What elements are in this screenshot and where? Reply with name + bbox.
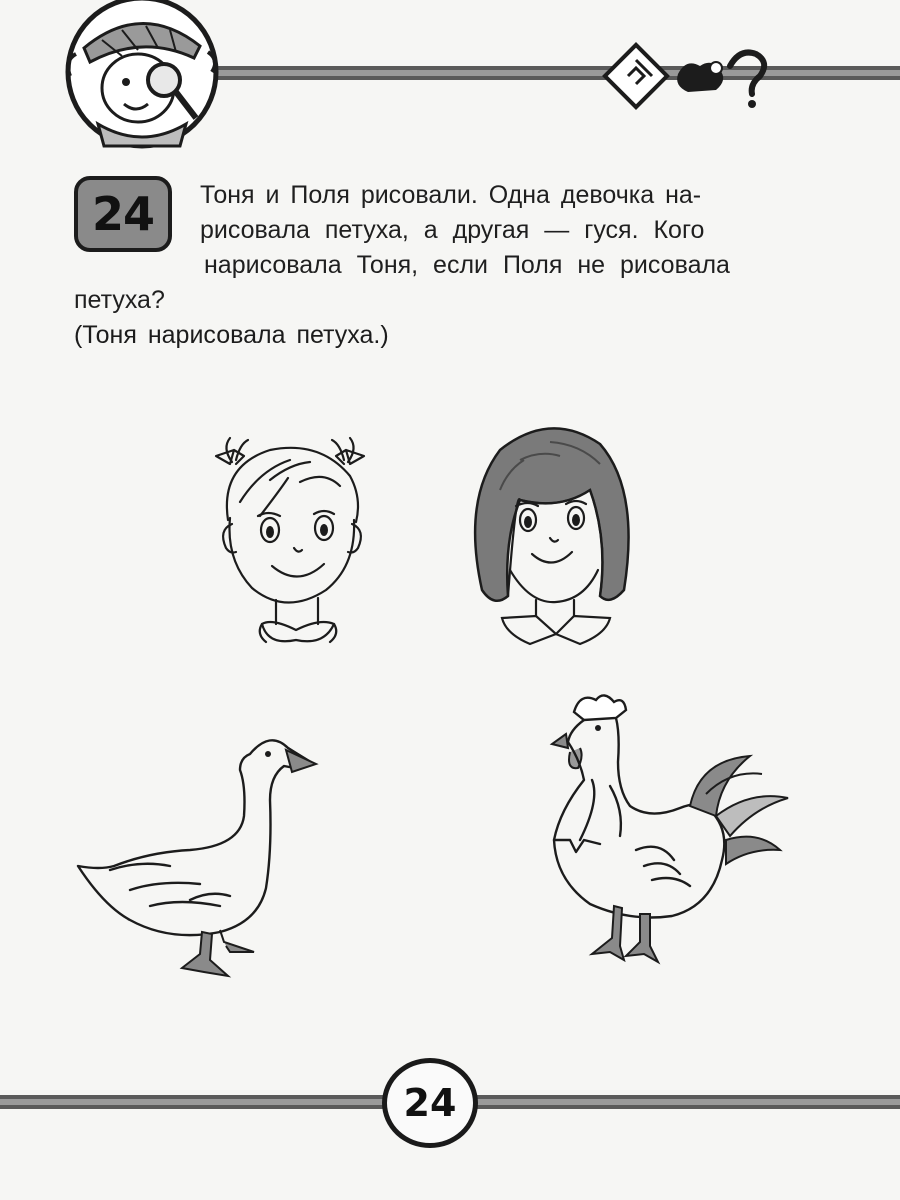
task-text-line-2: рисовала петуха, а другая — гуся. Кого bbox=[200, 216, 705, 244]
task-answer: (Тоня нарисовала петуха.) bbox=[74, 321, 389, 349]
task-text-line-1: Тоня и Поля рисовали. Одна девочка на- bbox=[200, 181, 702, 209]
girl-pigtails-illustration bbox=[200, 420, 380, 660]
task-number: 24 bbox=[91, 187, 154, 241]
question-mark-icon bbox=[730, 53, 764, 109]
girl-bob-illustration bbox=[460, 420, 640, 650]
task-text-line-3: нарисовала Тоня, если Поля не рисовала bbox=[204, 251, 730, 279]
page-number-circle bbox=[382, 1058, 478, 1148]
maze-icon bbox=[605, 45, 667, 107]
task-text-line-4: петуха? bbox=[74, 286, 165, 314]
goose-illustration bbox=[70, 720, 330, 990]
rooster-illustration bbox=[540, 690, 800, 980]
header-icons bbox=[606, 46, 786, 110]
page-number: 24 bbox=[403, 1081, 457, 1125]
top-rule bbox=[215, 66, 900, 80]
puzzle-icon bbox=[677, 62, 723, 92]
task-number-badge bbox=[74, 176, 172, 252]
detective-girl-icon bbox=[62, 0, 222, 150]
